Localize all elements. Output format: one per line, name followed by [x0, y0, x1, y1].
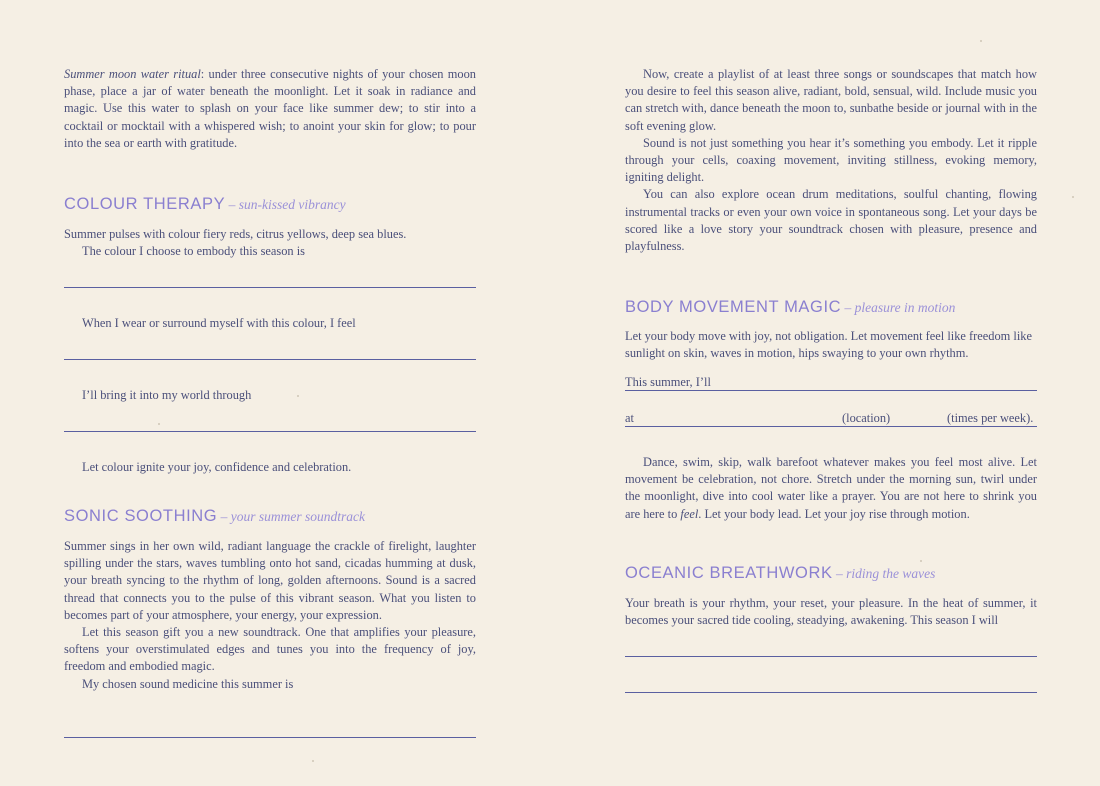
sound-para-1: Now, create a playlist of at least three songs or soundscapes that match how you desire to feel this season alive, radiant, bold, sensual, wild. Include music you can stretch with, dance beneath the moon to, sunbathe beside or journal with in the soft evening glow. — [625, 67, 1037, 133]
colour-prompt-2: When I wear or surround myself with this colour, I feel — [82, 316, 356, 330]
times-per-week-label: (times per week). — [947, 411, 1034, 425]
section-title: BODY MOVEMENT MAGIC — [625, 298, 842, 316]
left-page — [64, 0, 476, 786]
body-movement-para — [625, 454, 1037, 523]
oceanic-text: Your breath is your rhythm, your reset, your pleasure. In the heat of summer, it becomes your sacred tide cooling, steadying, awakening. This season I will — [625, 596, 1037, 628]
title-dash: – — [832, 566, 847, 581]
sonic-soothing-heading — [64, 507, 476, 526]
paper-speck — [312, 760, 314, 762]
colour-therapy-heading — [64, 195, 476, 214]
location-label: (location) — [842, 411, 891, 425]
breath-answer-line-2[interactable] — [625, 692, 1037, 693]
section-subtitle: sun-kissed vibrancy — [238, 197, 346, 212]
at-label: at — [625, 411, 634, 425]
colour-intro-text: Summer pulses with colour fiery reds, citrus yellows, deep sea blues. — [64, 227, 407, 241]
section-subtitle: your summer soundtrack — [230, 509, 365, 524]
paper-speck — [158, 423, 160, 425]
movement-para-a: Dance, swim, skip, walk barefoot whatever makes you feel most alive. Let movement be celebration, not chore. Stretch under the morning sun, twirl under the moonlight, dive into cool water like a prayer. You are not here to shrink you are here to — [625, 455, 1037, 521]
sound-para-3: You can also explore ocean drum meditations, soulful chanting, flowing instrumental tracks or even your own voice in spontaneous song. Let your days be scored like a love story your soundtrack chosen with pleasure, presence and playfulness. — [625, 187, 1037, 254]
paper-speck — [1072, 196, 1074, 198]
title-dash: – — [217, 509, 231, 524]
title-dash: – — [841, 300, 855, 315]
location-answer-line[interactable] — [625, 426, 1037, 427]
movement-prompt: This summer, I’ll — [625, 375, 711, 389]
colour-answer-line-2[interactable] — [64, 359, 476, 360]
colour-answer-line-1[interactable] — [64, 287, 476, 288]
body-movement-heading — [625, 298, 1037, 317]
sonic-para-1: Summer sings in her own wild, radiant language the crackle of firelight, laughter spilling under the stars, waves tumbling onto hot sand, cicadas humming at dusk, your breath syncing to the rhythm of long, golden afternoons. Sound is a sacred thread that connects you to the pulse of this vibrant season. What you listen to becomes part of your atmosphere, your energy, your expression. — [64, 539, 476, 622]
colour-prompt-3-block — [64, 387, 476, 404]
paper-speck — [980, 40, 982, 42]
movement-answer-line[interactable] — [625, 390, 1037, 391]
movement-plan-field — [625, 374, 1037, 391]
colour-prompt-1: The colour I choose to embody this season is — [82, 244, 305, 259]
section-subtitle: riding the waves — [846, 566, 936, 581]
section-subtitle: pleasure in motion — [854, 300, 956, 315]
movement-para-em: feel — [680, 506, 699, 521]
colour-closing: Let colour ignite your joy, confidence and celebration. — [82, 460, 352, 474]
section-title: SONIC SOOTHING — [64, 507, 218, 525]
body-intro — [625, 328, 1037, 362]
paper-speck — [297, 395, 299, 397]
colour-prompt-3: I’ll bring it into my world through — [82, 388, 252, 402]
right-page — [625, 0, 1037, 786]
title-dash: – — [225, 197, 239, 212]
ritual-text: : under three consecutive nights of your chosen moon phase, place a jar of water beneath the moonlight. Let it soak in radiance and magic. Use this water to splash on your face like summer dew; to stir into a cocktail or mocktail with a whispered wish; to anoint your skin for glow; to pour into the sea or earth with gratitude. — [64, 67, 476, 150]
oceanic-body — [625, 595, 1037, 629]
ritual-title: Summer moon water ritual — [64, 67, 201, 81]
oceanic-breathwork-heading — [625, 564, 1037, 583]
sonic-prompt: My chosen sound medicine this summer is — [82, 676, 294, 691]
breath-answer-line-1[interactable] — [625, 656, 1037, 657]
colour-answer-line-3[interactable] — [64, 431, 476, 432]
movement-para-b: . Let your body lead. Let your joy rise through motion. — [698, 506, 970, 521]
sonic-answer-line[interactable] — [64, 737, 476, 738]
sonic-body — [64, 538, 476, 693]
colour-intro — [64, 226, 476, 260]
section-title: COLOUR THERAPY — [64, 195, 226, 213]
moon-water-ritual — [64, 66, 476, 152]
sonic-para-2: Let this season gift you a new soundtrack. One that amplifies your pleasure, softens your overstimulated edges and tunes you into the frequency of joy, freedom and embodied magic. — [64, 625, 476, 674]
colour-prompt-2-block — [64, 315, 476, 332]
sound-playlist — [625, 66, 1037, 255]
colour-closing-block — [64, 459, 476, 476]
location-field — [625, 410, 1037, 427]
sound-para-2: Sound is not just something you hear it’s something you embody. Let it ripple through your cells, coaxing movement, inviting stillness, evoking memory, igniting delight. — [625, 135, 1037, 185]
section-title: OCEANIC BREATHWORK — [625, 564, 833, 582]
body-intro-text: Let your body move with joy, not obligation. Let movement feel like freedom like sunlight on skin, waves in motion, hips swaying to your own rhythm. — [625, 329, 1032, 361]
paper-speck — [920, 560, 922, 562]
